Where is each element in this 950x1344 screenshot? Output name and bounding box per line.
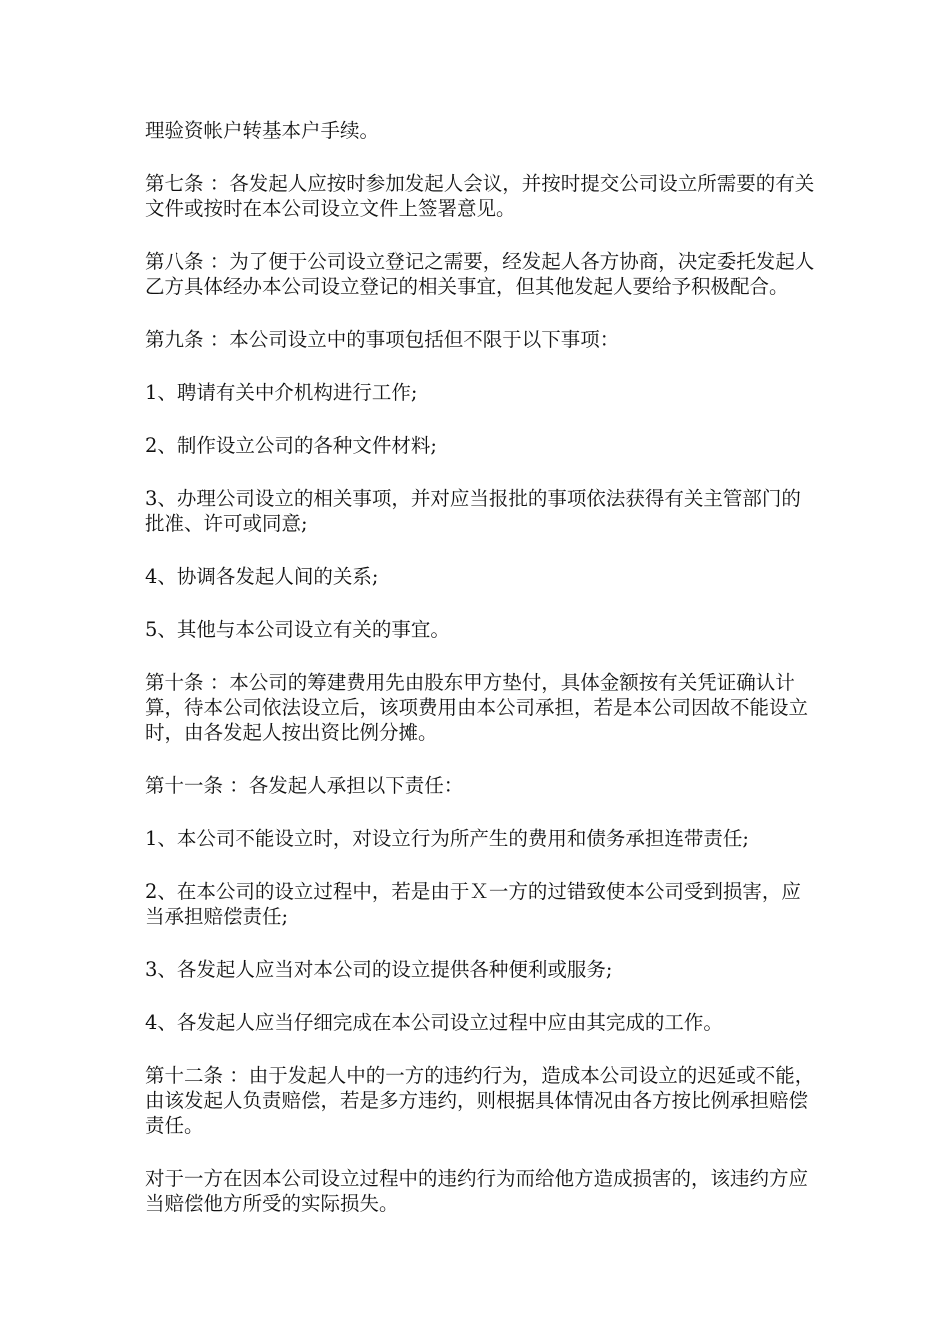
article-9-item-2: 2、制作设立公司的各种文件材料; — [145, 434, 437, 457]
article-9-item-1: 1、聘请有关中介机构进行工作; — [145, 381, 418, 404]
article-9-item-4: 4、协调各发起人间的关系; — [145, 565, 379, 588]
article-9-item-3: 3、办理公司设立的相关事项，并对应当报批的事项依法获得有关主管部门的批准、许可或同意; — [145, 487, 801, 535]
article-7: 第七条 ：各发起人应按时参加发起人会议，并按时提交公司设立所需要的有关文件或按时在本公司设立文件上签署意见。 — [145, 172, 815, 220]
article-11: 第十一条 ：各发起人承担以下责任： — [145, 774, 464, 797]
article-10: 第十条 ：本公司的筹建费用先由股东甲方垫付，具体金额按有关凭证确认计算，待本公司依法设立后，该项费用由本公司承担，若是本公司因故不能设立时，由各发起人按出资比例分摊。 — [145, 671, 809, 744]
article-11-item-1: 1、本公司不能设立时，对设立行为所产生的费用和债务承担连带责任; — [145, 827, 749, 850]
article-12-continuation: 对于一方在因本公司设立过程中的违约行为而给他方造成损害的，该违约方应当赔偿他方所受的实际损失。 — [145, 1167, 809, 1215]
article-9: 第九条 ：本公司设立中的事项包括但不限于以下事项： — [145, 328, 620, 351]
article-9-item-5: 5、其他与本公司设立有关的事宜。 — [145, 618, 450, 641]
document-body — [145, 118, 815, 1244]
article-11-item-4: 4、各发起人应当仔细完成在本公司设立过程中应由其完成的工作。 — [145, 1011, 723, 1034]
paragraph-continuation: 理验资帐户转基本户手续。 — [145, 119, 380, 142]
article-12: 第十二条 ：由于发起人中的一方的违约行为，造成本公司设立的迟延或不能，由该发起人负责赔偿，若是多方违约，则根据具体情况由各方按比例承担赔偿责任。 — [145, 1064, 815, 1137]
article-11-item-2: 2、在本公司的设立过程中，若是由于Ｘ一方的过错致使本公司受到损害，应当承担赔偿责任; — [145, 880, 801, 928]
article-8: 第八条 ：为了便于公司设立登记之需要，经发起人各方协商，决定委托发起人乙方具体经办本公司设立登记的相关事宜，但其他发起人要给予积极配合。 — [145, 250, 815, 298]
article-11-item-3: 3、各发起人应当对本公司的设立提供各种便利或服务; — [145, 958, 613, 981]
